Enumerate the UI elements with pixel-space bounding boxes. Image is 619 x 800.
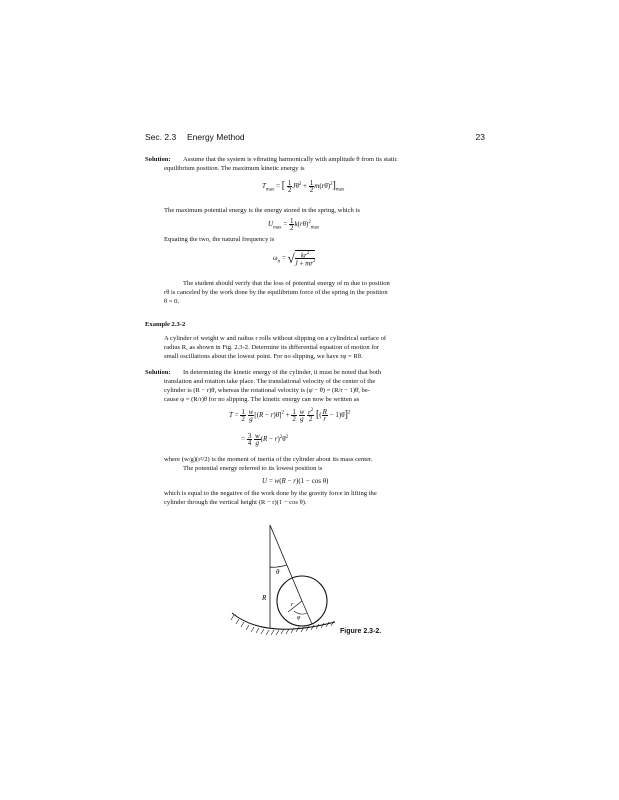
surface-hatching — [231, 615, 334, 635]
figure-caption: Figure 2.3-2. — [340, 628, 382, 635]
body-line: equilibrium position. The maximum kinetic energy is — [164, 165, 305, 172]
label-r: r — [291, 602, 294, 608]
section-number: Sec. 2.3 — [145, 132, 177, 142]
equation-kinetic-energy: T = $\frac{1}{2}$ $\frac{w}{g}$ [(R − r)θ̇]$^2$ + $\frac{1}{2}$ $\frac{w}{g}$ $\frac{r^2}{2}$ [( $\frac{R}{r}$ − 1)θ̇]$^2$ — [229, 407, 351, 424]
phi-arc — [294, 611, 307, 614]
body-line: The maximum potential energy is the energy stored in the spring, which is — [164, 207, 360, 214]
body-line: In determining the kinetic energy of the cylinder, it must be noted that both — [183, 369, 382, 376]
radius-line — [270, 525, 302, 601]
body-line: where (w/g)(r²/2) is the moment of inertia of the cylinder about its mass center. — [164, 456, 373, 463]
body-line: translation and rotation take place. The translational velocity of the center of the — [164, 378, 376, 385]
equation-potential-energy: U = w(R − r)(1 − cos θ) — [262, 477, 329, 485]
section-title: Energy Method — [187, 132, 245, 142]
equation-kinetic-simplified: = $\frac{3}{4}$ $\frac{w}{g}$ $(R - r)^2\thetȧ^2$ — [241, 432, 289, 447]
label-phi: φ — [297, 615, 301, 621]
example-label: Example 2.3-2 — [145, 321, 186, 328]
solution-label: Solution: — [145, 369, 171, 376]
cylindrical-surface — [232, 613, 335, 629]
theta-arc — [270, 565, 287, 567]
equation-natural-frequency: $\omega_n$ = √ $\frac{kr^2}{J + mr^2}$ — [273, 250, 316, 268]
body-line: Equating the two, the natural frequency is — [164, 236, 275, 243]
body-line: which is equal to the negative of the work done by the gravity force in lifting the — [164, 490, 377, 497]
body-line: cylinder is (R − r)θ̇, whereas the rotational velocity is (φ̇ − θ̇) = (R/r − 1)θ̇, be- — [164, 387, 370, 394]
body-line: cause φ = (R/r)θ for no slipping. The kinetic energy can now be written as — [164, 396, 360, 403]
body-line: The potential energy referred to its lowest position is — [183, 465, 323, 472]
cylinder-radius-line — [302, 601, 312, 624]
body-line: θ = 0. — [164, 298, 180, 305]
equation-potential-max: $U_{max}$ = $\frac{1}{2}$ $k(r\theta)^2_{max}$ — [268, 217, 320, 232]
label-theta: θ — [276, 568, 280, 576]
solution-label: Solution: — [145, 156, 171, 163]
body-line: radius R, as shown in Fig. 2.3-2. Determine its differential equation of motion for — [164, 344, 380, 351]
body-line: cylinder through the vertical height (R − r)(1 − cos θ). — [164, 499, 307, 506]
body-line: small oscillations about the lowest point. For no slipping, we have rφ = Rθ. — [164, 353, 363, 360]
body-line: Assume that the system is vibrating harmonically with amplitude θ from its static — [183, 156, 398, 163]
label-R: R — [262, 594, 267, 602]
equation-kinetic-max: $T_{max}$ = [ $\frac{1}{2}$ Jθ̇$^2$ + $\frac{1}{2}$ $m(r\thetȧ)^2]_{max}$ — [262, 179, 345, 194]
body-line: rθ is canceled by the work done by the equilibrium force of the spring in the position — [164, 289, 388, 296]
body-line: The student should verify that the loss of potential energy of m due to position — [183, 280, 390, 287]
page-number: 23 — [475, 132, 485, 142]
body-line: A cylinder of weight w and radius r rolls without slipping on a cylindrical surface of — [164, 335, 387, 342]
